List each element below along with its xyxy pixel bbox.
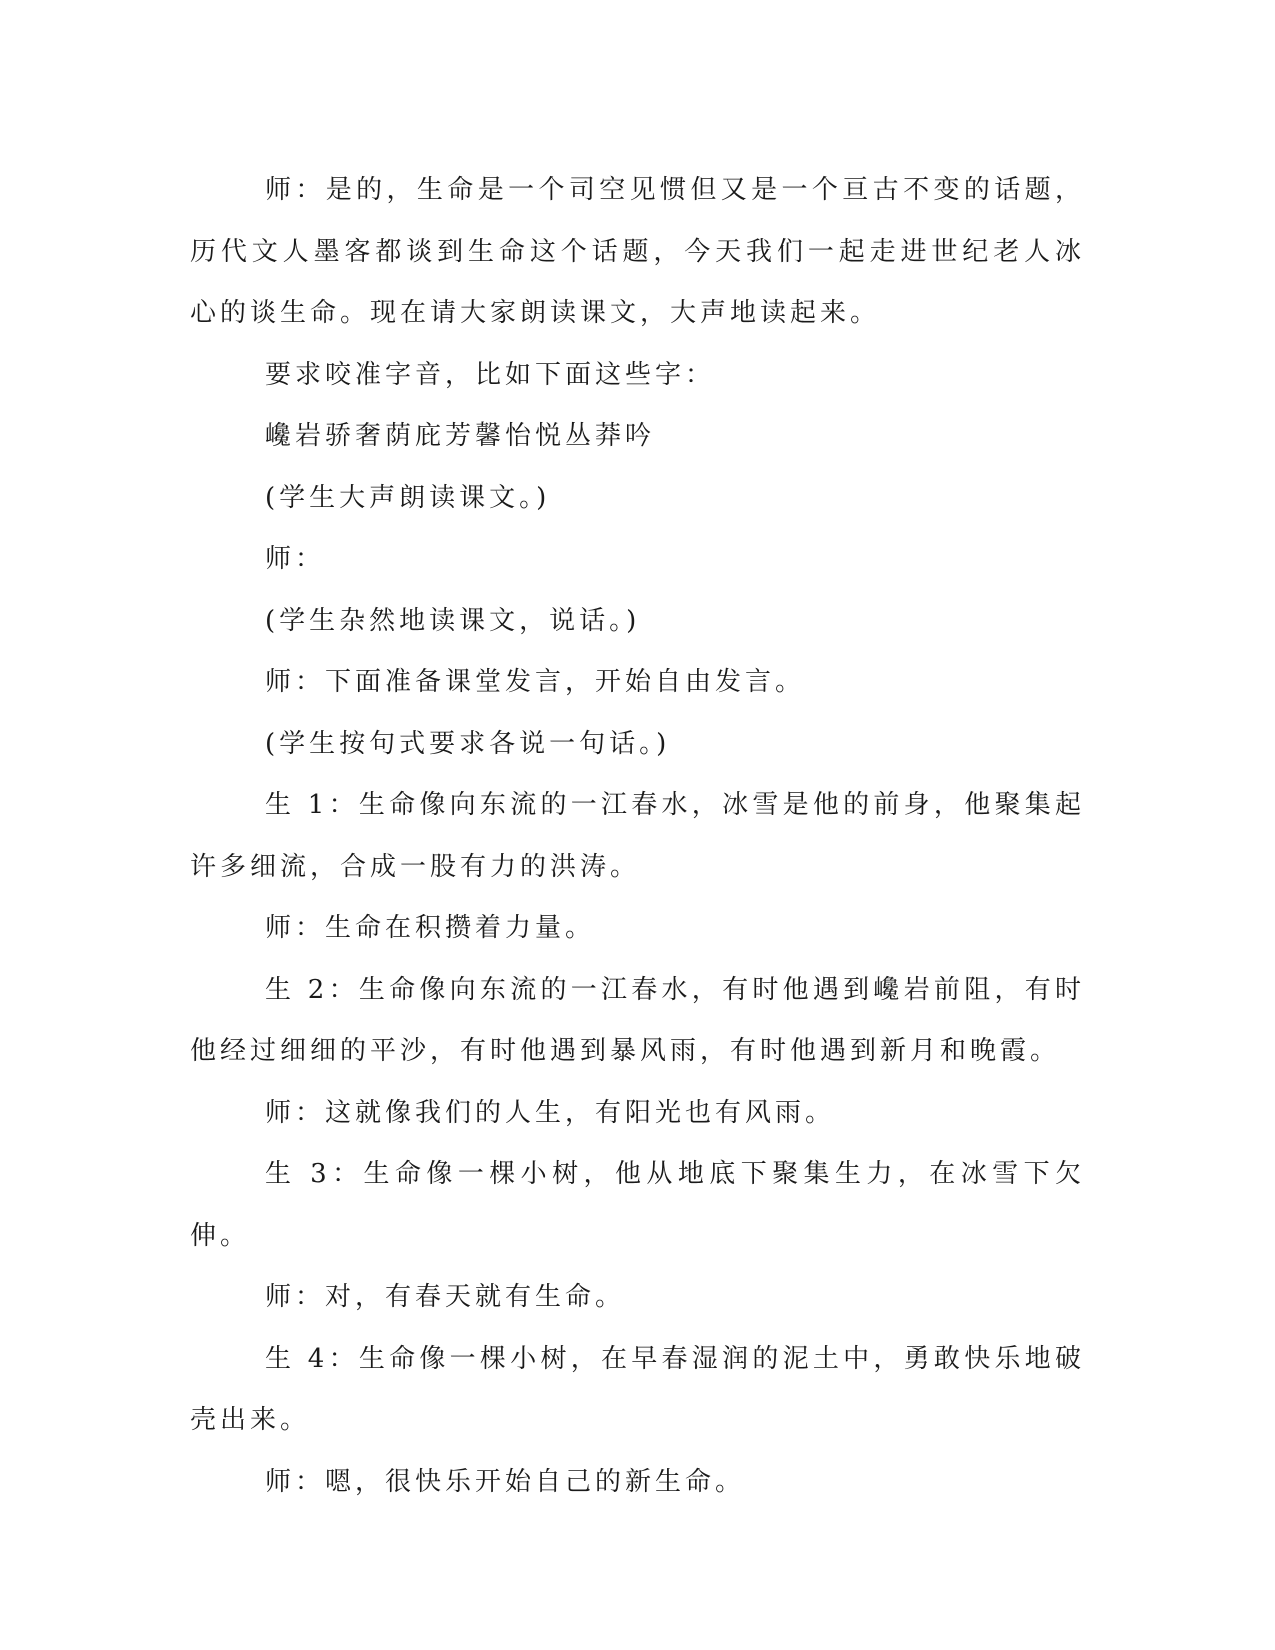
paragraph-vocabulary-list: 巉岩骄奢荫庇芳馨怡悦丛莽吟 [265, 421, 656, 451]
paragraph-teacher-intro: 师：是的，生命是一个司空见惯但又是一个亘古不变的话题，历代文人墨客都谈到生命这个话题，今天我们一起走进世纪老人冰心的谈生命。现在请大家朗读课文，大声地读起来。 [190, 175, 1085, 328]
paragraph-pronunciation-requirement: 要求咬准字音，比如下面这些字： [265, 359, 716, 390]
paragraph-student-2: 生 2：生命像向东流的一江春水，有时他遇到巉岩前阻，有时他经过细细的平沙，有时他遇到暴风雨，有时他遇到新月和晚霞。 [190, 974, 1085, 1066]
paragraph-teacher-reply-3: 师：对，有春天就有生命。 [265, 1282, 626, 1312]
paragraph-teacher-reply-1: 师：生命在积攒着力量。 [265, 913, 596, 943]
paragraph-teacher-reply-2: 师：这就像我们的人生，有阳光也有风雨。 [265, 1097, 836, 1128]
paragraph-students-read-aloud: (学生大声朗读课文。) [265, 482, 551, 513]
paragraph-students-sentence-pattern: (学生按句式要求各说一句话。) [265, 728, 671, 759]
paragraph-teacher-blank: 师： [265, 544, 326, 574]
paragraph-student-3: 生 3：生命像一棵小树，他从地底下聚集生力，在冰雪下欠伸。 [190, 1159, 1085, 1251]
paragraph-student-1: 生 1：生命像向东流的一江春水，冰雪是他的前身，他聚集起许多细流，合成一股有力的洪涛。 [190, 790, 1085, 882]
paragraph-teacher-reply-4: 师：嗯，很快乐开始自己的新生命。 [265, 1466, 746, 1497]
paragraph-teacher-free-speech: 师：下面准备课堂发言，开始自由发言。 [265, 667, 806, 697]
document-body [190, 160, 1085, 1513]
paragraph-students-chatter: (学生杂然地读课文，说话。) [265, 605, 641, 636]
paragraph-student-4: 生 4：生命像一棵小树，在早春湿润的泥土中，勇敢快乐地破壳出来。 [190, 1343, 1085, 1435]
